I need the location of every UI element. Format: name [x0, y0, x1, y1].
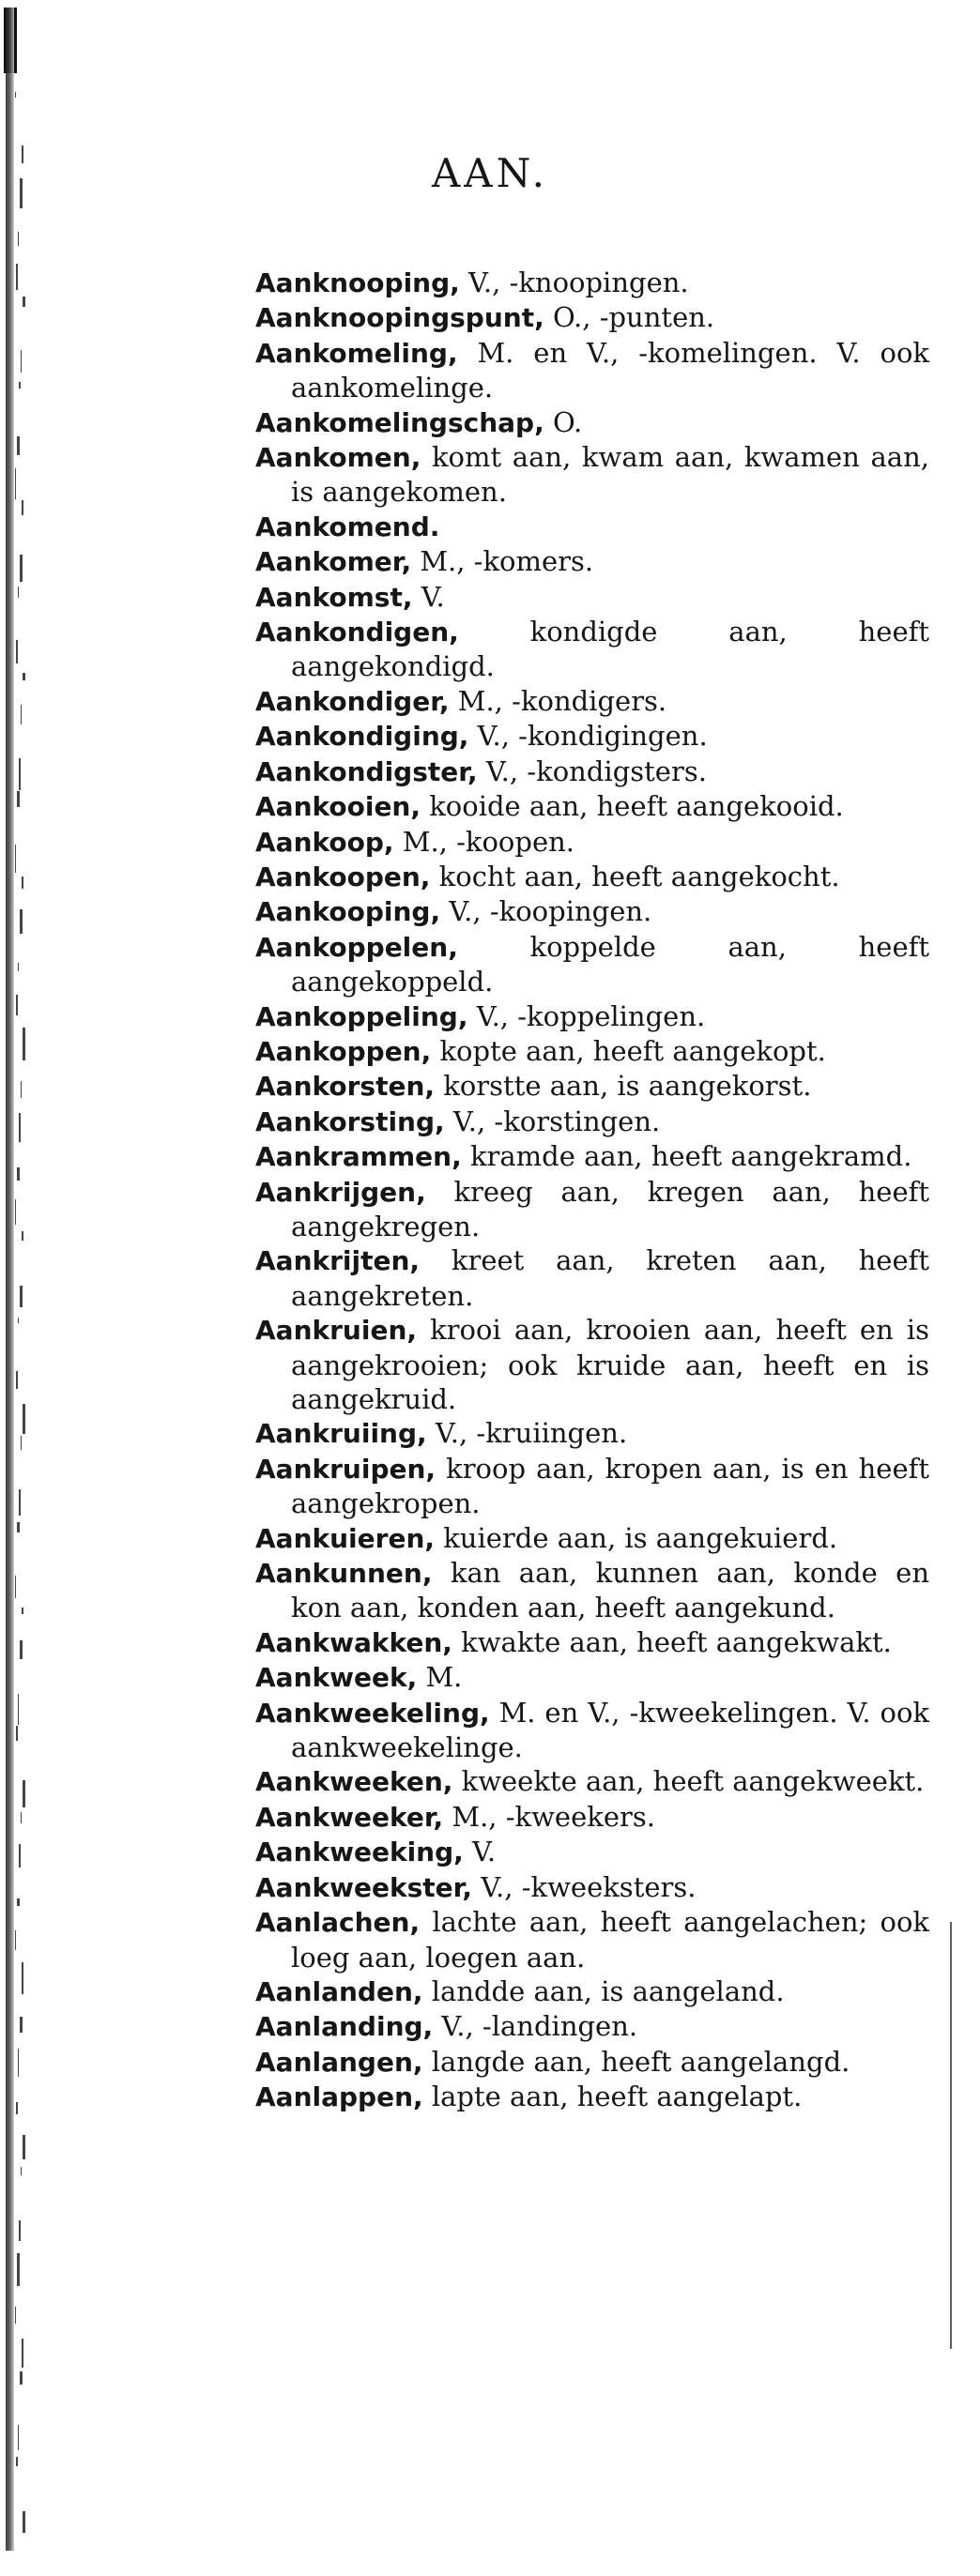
scan-speck [16, 2102, 18, 2114]
scan-speck [20, 909, 23, 934]
dictionary-entry [255, 1696, 929, 1765]
entry-gloss: krooi aan, krooien aan, heeft en is aangekrooien; ook kruide aan, heeft en is aangekruid. [291, 1314, 929, 1415]
dictionary-entry [255, 1313, 929, 1416]
entry-headword: Aankrammen, [255, 1141, 462, 1173]
dictionary-entry [255, 2045, 929, 2080]
dictionary-entry [255, 336, 929, 405]
dictionary-entry [255, 1835, 929, 1869]
entry-headword: Aankwakken, [255, 1626, 452, 1658]
entry-headword: Aankomst, [255, 581, 413, 613]
scan-speck [21, 705, 22, 724]
dictionary-entry [255, 1452, 929, 1521]
entry-gloss: V., -landingen. [441, 2010, 638, 2043]
dictionary-entry [255, 1625, 929, 1660]
scan-speck [22, 1962, 23, 1994]
entry-gloss: kramde aan, heeft aangekramd. [469, 1140, 912, 1173]
entry-headword: Aankomen, [255, 442, 421, 474]
scan-speck [15, 468, 16, 499]
entry-gloss: kooide aan, heeft aangekooid. [429, 790, 844, 823]
entry-gloss: kreet aan, kreten aan, heeft aangekreten. [291, 1244, 930, 1312]
entry-headword: Aankoop, [255, 826, 394, 858]
entry-headword: Aankooping, [255, 896, 441, 928]
entry-headword: Aankorsten, [255, 1071, 436, 1103]
scan-speck [16, 264, 18, 290]
entry-headword: Aanlanding, [255, 2011, 434, 2043]
scan-speck [21, 1081, 22, 1098]
scan-speck [18, 232, 19, 246]
entry-headword: Aanlanden, [255, 1975, 423, 2007]
binding-shadow [6, 8, 14, 2551]
scan-speck [19, 382, 21, 389]
entry-headword: Aankomelingschap, [255, 406, 544, 438]
dictionary-entry [255, 1105, 929, 1139]
scan-speck [18, 1694, 19, 1725]
entry-gloss: langde aan, heeft aangelangd. [431, 2045, 850, 2078]
dictionary-entry [255, 1974, 929, 2009]
entry-gloss: V., -koppelingen. [476, 999, 706, 1032]
dictionary-entry [255, 510, 929, 544]
scan-speck [15, 1576, 16, 1598]
scan-speck [18, 963, 19, 971]
entry-gloss: M., -koopen. [402, 825, 575, 858]
dictionary-entry [255, 789, 929, 824]
entry-gloss: kan aan, kunnen aan, konde en kon aan, konden aan, heeft aangekund. [291, 1557, 929, 1624]
entry-headword: Aankuieren, [255, 1522, 436, 1554]
scan-speck [19, 2220, 21, 2241]
entry-gloss: V., -kondigingen. [477, 720, 708, 753]
dictionary-entry [255, 860, 929, 894]
entry-headword: Aanlangen, [255, 2046, 423, 2078]
dictionary-entry [255, 719, 929, 754]
entry-gloss: kweekte aan, heeft aangekweekt. [461, 1765, 925, 1798]
entry-gloss: kocht aan, heeft aangekocht. [438, 860, 840, 892]
entry-headword: Aankomer, [255, 546, 412, 578]
scan-speck [15, 1930, 16, 1950]
entry-headword: Aankoppeling, [255, 1000, 468, 1032]
scan-speck [20, 1286, 23, 1307]
dictionary-entry [255, 405, 929, 440]
entry-gloss: V. [472, 1836, 497, 1868]
dictionary-entry [255, 1034, 929, 1069]
scan-speck [21, 2167, 22, 2175]
scan-speck [17, 791, 20, 807]
scan-speck [23, 1780, 25, 1807]
entry-headword: Aankweeker, [255, 1801, 444, 1833]
scan-speck [17, 1898, 20, 1906]
entry-headword: Aankomeling, [255, 337, 458, 369]
scan-speck [23, 1028, 25, 1060]
entry-gloss: O. [552, 405, 583, 438]
scan-speck [19, 1489, 21, 1516]
entry-gloss: M. [425, 1661, 463, 1694]
scan-speck [16, 2457, 18, 2466]
entry-headword: Aankruipen, [255, 1453, 436, 1485]
entry-gloss: kuierde aan, is aangekuierd. [443, 1521, 838, 1554]
dictionary-entry [255, 544, 929, 579]
dictionary-entry [255, 1764, 929, 1799]
entry-gloss: landde aan, is aangeland. [431, 1974, 785, 2007]
scan-speck [23, 2511, 25, 2533]
dictionary-entry [255, 1556, 929, 1625]
page-heading: AAN. [431, 150, 549, 196]
scan-speck [21, 1436, 22, 1450]
entry-headword: Aankweek, [255, 1662, 418, 1694]
dictionary-entry [255, 1870, 929, 1905]
dictionary-entry [255, 1521, 929, 1556]
scan-speck [16, 995, 18, 1015]
scan-speck [20, 2017, 23, 2033]
dictionary-entry [255, 266, 929, 300]
entry-headword: Aankooien, [255, 791, 421, 823]
scan-speck [21, 1812, 22, 1823]
scan-speck [16, 640, 18, 663]
entry-gloss: M. en V., -kweekelingen. V. ook aankweekelinge. [291, 1696, 929, 1764]
dictionary-entry [255, 825, 929, 860]
entry-gloss: lapte aan, heeft aangelapt. [431, 2081, 803, 2113]
entry-headword: Aankondigen, [255, 617, 459, 648]
entry-gloss: M. en V., -komelingen. V. ook aankomelinge. [291, 336, 929, 404]
dictionary-entry [255, 1069, 929, 1104]
scan-speck [22, 500, 23, 515]
entry-headword: Aankruien, [255, 1315, 418, 1347]
entry-headword: Aankoppelen, [255, 931, 458, 963]
entry-headword: Aankruiing, [255, 1418, 427, 1450]
entry-headword: Aankrijgen, [255, 1176, 426, 1208]
dictionary-entry [255, 930, 929, 999]
dictionary-entry [255, 615, 929, 684]
scan-speck [20, 555, 23, 582]
entry-headword: Aankweekeling, [255, 1697, 490, 1729]
entry-headword: Aankondigster, [255, 755, 478, 787]
entry-gloss: V., -kondigsters. [485, 755, 707, 787]
dictionary-entry [255, 1905, 929, 1974]
scan-speck [21, 350, 22, 373]
entry-gloss: M., -komers. [420, 545, 594, 578]
dictionary-entry [255, 1243, 929, 1313]
scan-speck [16, 1726, 18, 1741]
scan-speck [17, 2253, 20, 2286]
dictionary-entry [255, 300, 929, 335]
scan-speck [23, 297, 25, 307]
entry-gloss: V. [421, 580, 445, 613]
dictionary-entry [255, 580, 929, 615]
scan-speck [15, 1199, 16, 1225]
entry-gloss: komt aan, kwam aan, kwamen aan, is aangekomen. [291, 441, 929, 509]
dictionary-entry [255, 1660, 929, 1695]
scan-speck [23, 1404, 25, 1434]
entry-gloss: V., -koopingen. [449, 895, 652, 928]
entry-gloss: V., -kweeksters. [481, 1870, 697, 1903]
scan-speck [22, 2339, 23, 2368]
entry-gloss: kreeg aan, kregen aan, heeft aangekregen. [291, 1175, 929, 1242]
dictionary-entry [255, 1175, 929, 1244]
scan-speck [16, 1371, 18, 1389]
entry-list [255, 266, 929, 2115]
scan-speck [17, 1522, 20, 1532]
entry-headword: Aanlachen, [255, 1907, 421, 1939]
dictionary-entry [255, 1139, 929, 1174]
entry-headword: Aankorsting, [255, 1105, 445, 1137]
entry-headword: Aankoppen, [255, 1035, 432, 1067]
scan-speck [15, 2307, 16, 2324]
scan-speck [19, 758, 21, 790]
entry-headword: Aankrijten, [255, 1245, 421, 1277]
entry-headword: Aankweeking, [255, 1837, 464, 1868]
scan-speck [15, 92, 16, 98]
entry-gloss: V., -korstingen. [452, 1105, 661, 1137]
dictionary-entry [255, 894, 929, 929]
entry-gloss: kondigde aan, heeft aangekondigd. [291, 616, 930, 683]
entry-gloss: lachte aan, heeft aangelachen; ook loeg aan, loegen aan. [291, 1906, 929, 1974]
scan-speck [23, 673, 25, 680]
entry-gloss: kroop aan, kropen aan, is en heeft aangekropen. [291, 1452, 929, 1520]
entry-gloss: kopte aan, heeft aangekopt. [439, 1034, 826, 1067]
entry-headword: Aankondiger, [255, 685, 450, 717]
entry-headword: Aankweekster, [255, 1871, 472, 1903]
entry-headword: Aankweeken, [255, 1766, 453, 1798]
entry-headword: Aankomend. [255, 511, 440, 542]
entry-headword: Aankunnen, [255, 1558, 433, 1590]
scan-speck [23, 2135, 25, 2159]
dictionary-entry [255, 440, 929, 510]
scan-speck [17, 1167, 20, 1181]
scan-speck [18, 2049, 19, 2077]
entry-gloss: M., -kweekers. [452, 1800, 655, 1833]
entry-gloss: V., -knoopingen. [468, 267, 689, 298]
entry-gloss: V., -kruiingen. [435, 1417, 628, 1450]
dictionary-entry [255, 2009, 929, 2044]
scan-speck [20, 2371, 23, 2385]
scan-speck [22, 876, 23, 889]
dictionary-entry [255, 1416, 929, 1451]
entry-gloss: kwakte aan, heeft aangekwakt. [461, 1625, 892, 1658]
entry-gloss: korstte aan, is aangekorst. [443, 1070, 812, 1103]
scan-speck [19, 1113, 21, 1142]
scan-speck [20, 1640, 23, 1659]
scan-speck [22, 1231, 23, 1241]
entry-gloss: M., -kondigers. [457, 684, 667, 717]
dictionary-entry [255, 755, 929, 789]
scan-speck [17, 436, 20, 455]
scan-speck [15, 845, 16, 873]
entry-headword: Aankoopen, [255, 861, 431, 892]
scan-speck [19, 1844, 21, 1867]
entry-gloss: koppelde aan, heeft aangekoppeld. [291, 930, 929, 998]
dictionary-entry [255, 2080, 929, 2114]
entry-gloss: O., -punten. [552, 301, 715, 334]
dictionary-entry [255, 1800, 929, 1835]
entry-headword: Aanknooping, [255, 267, 460, 298]
entry-headword: Aankondiging, [255, 721, 469, 753]
scan-speck [18, 587, 19, 598]
scanned-binding-edge [4, 8, 24, 2551]
entry-headword: Aanlappen, [255, 2081, 423, 2113]
dictionary-entry [255, 999, 929, 1034]
entry-headword: Aanknoopingspunt, [255, 302, 544, 334]
scan-speck [18, 1318, 19, 1323]
margin-rule [950, 1922, 952, 2349]
dictionary-entry [255, 684, 929, 719]
scan-speck [22, 1608, 23, 1614]
scan-speck [18, 2425, 19, 2450]
